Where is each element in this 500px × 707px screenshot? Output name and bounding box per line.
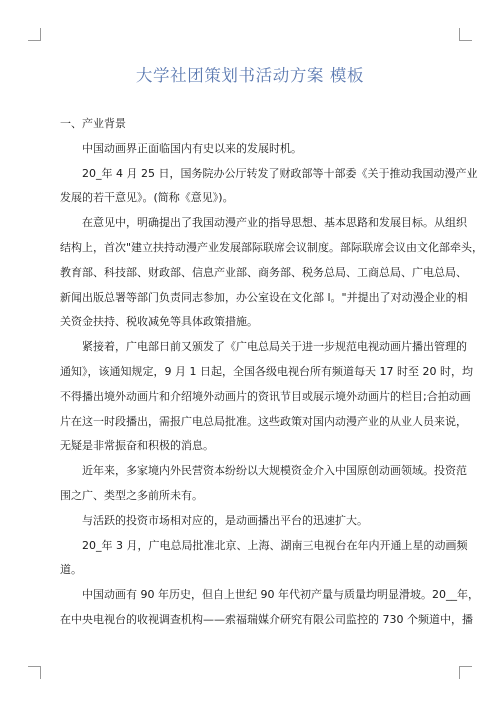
paragraph-line: 中国动画有 90 年历史，但自上世纪 90 年代初产量与质量均明显滑坡。20__年，	[82, 588, 479, 602]
document-body	[60, 112, 484, 633]
paragraph-line: 紧接着，广电部日前又颁发了《广电总局关于进一步规范电视动画片播出管理的	[82, 340, 467, 354]
paragraph-line: 新闻出版总署等部门负责同志参加，办公室设在文化部 l。"并提出了对动漫企业的相	[60, 290, 468, 304]
paragraph-line: 不得播出境外动画片和介绍境外动画片的资讯节目或展示境外动画片的栏目;合拍动画	[60, 389, 471, 403]
crop-mark-bottom-right	[459, 666, 472, 679]
paragraph-line: 片在这一时段播出，需报广电总局批准。这些政策对国内动漫产业的从业人员来说，	[60, 414, 467, 428]
paragraph-line: 20_年 4 月 25 日，国务院办公厅转发了财政部等十部委《关于推动我国动漫产业	[82, 166, 478, 180]
paragraph-line: 发展的若干意见》。(简称《意见》)。	[60, 191, 234, 205]
section-heading: 一、产业背景	[60, 117, 126, 130]
paragraph-line: 围之广、类型之多前所未有。	[60, 488, 203, 502]
paragraph-line: 与活跃的投资市场相对应的，是动画播出平台的迅速扩大。	[82, 513, 368, 527]
crop-mark-top-left	[28, 28, 41, 41]
paragraph-line: 教育部、科技部、财政部、信息产业部、商务部、税务总局、工商总局、广电总局、	[60, 265, 467, 279]
paragraph-line: 道。	[60, 563, 82, 577]
document-title: 大学社团策划书活动方案 模板	[135, 66, 365, 85]
paragraph-line: 结构上，首次"建立扶持动漫产业发展部际联席会议制度。部际联席会议由文化部牵头，	[60, 240, 484, 254]
crop-mark-bottom-left	[28, 666, 41, 679]
crop-mark-top-right	[459, 28, 472, 41]
paragraph-line: 无疑是非常振奋和积极的消息。	[60, 439, 214, 453]
paragraph-line: 中国动画界正面临国内有史以来的发展时机。	[82, 141, 302, 155]
paragraph-line: 近年来，多家境内外民营资本纷纷以大规模资金介入中国原创动画领域。投资范	[82, 464, 467, 478]
paragraph-line: 在意见中，明确提出了我国动漫产业的指导思想、基本思路和发展目标。从组织	[82, 216, 467, 230]
paragraph-line: 20_年 3 月，广电总局批准北京、上海、湖南三电视台在年内开通上星的动画频	[82, 538, 468, 552]
paragraph-line: 关资金扶持、税收减免等具体政策措施。	[60, 315, 258, 329]
paragraph-line: 通知》，该通知规定，9 月 1 日起，全国各级电视台所有频道每天 17 时至 20 时，均	[60, 364, 473, 378]
paragraph-line: 在中央电视台的收视调查机构——索福瑞媒介研究有限公司监控的 730 个频道中，播	[60, 612, 473, 626]
